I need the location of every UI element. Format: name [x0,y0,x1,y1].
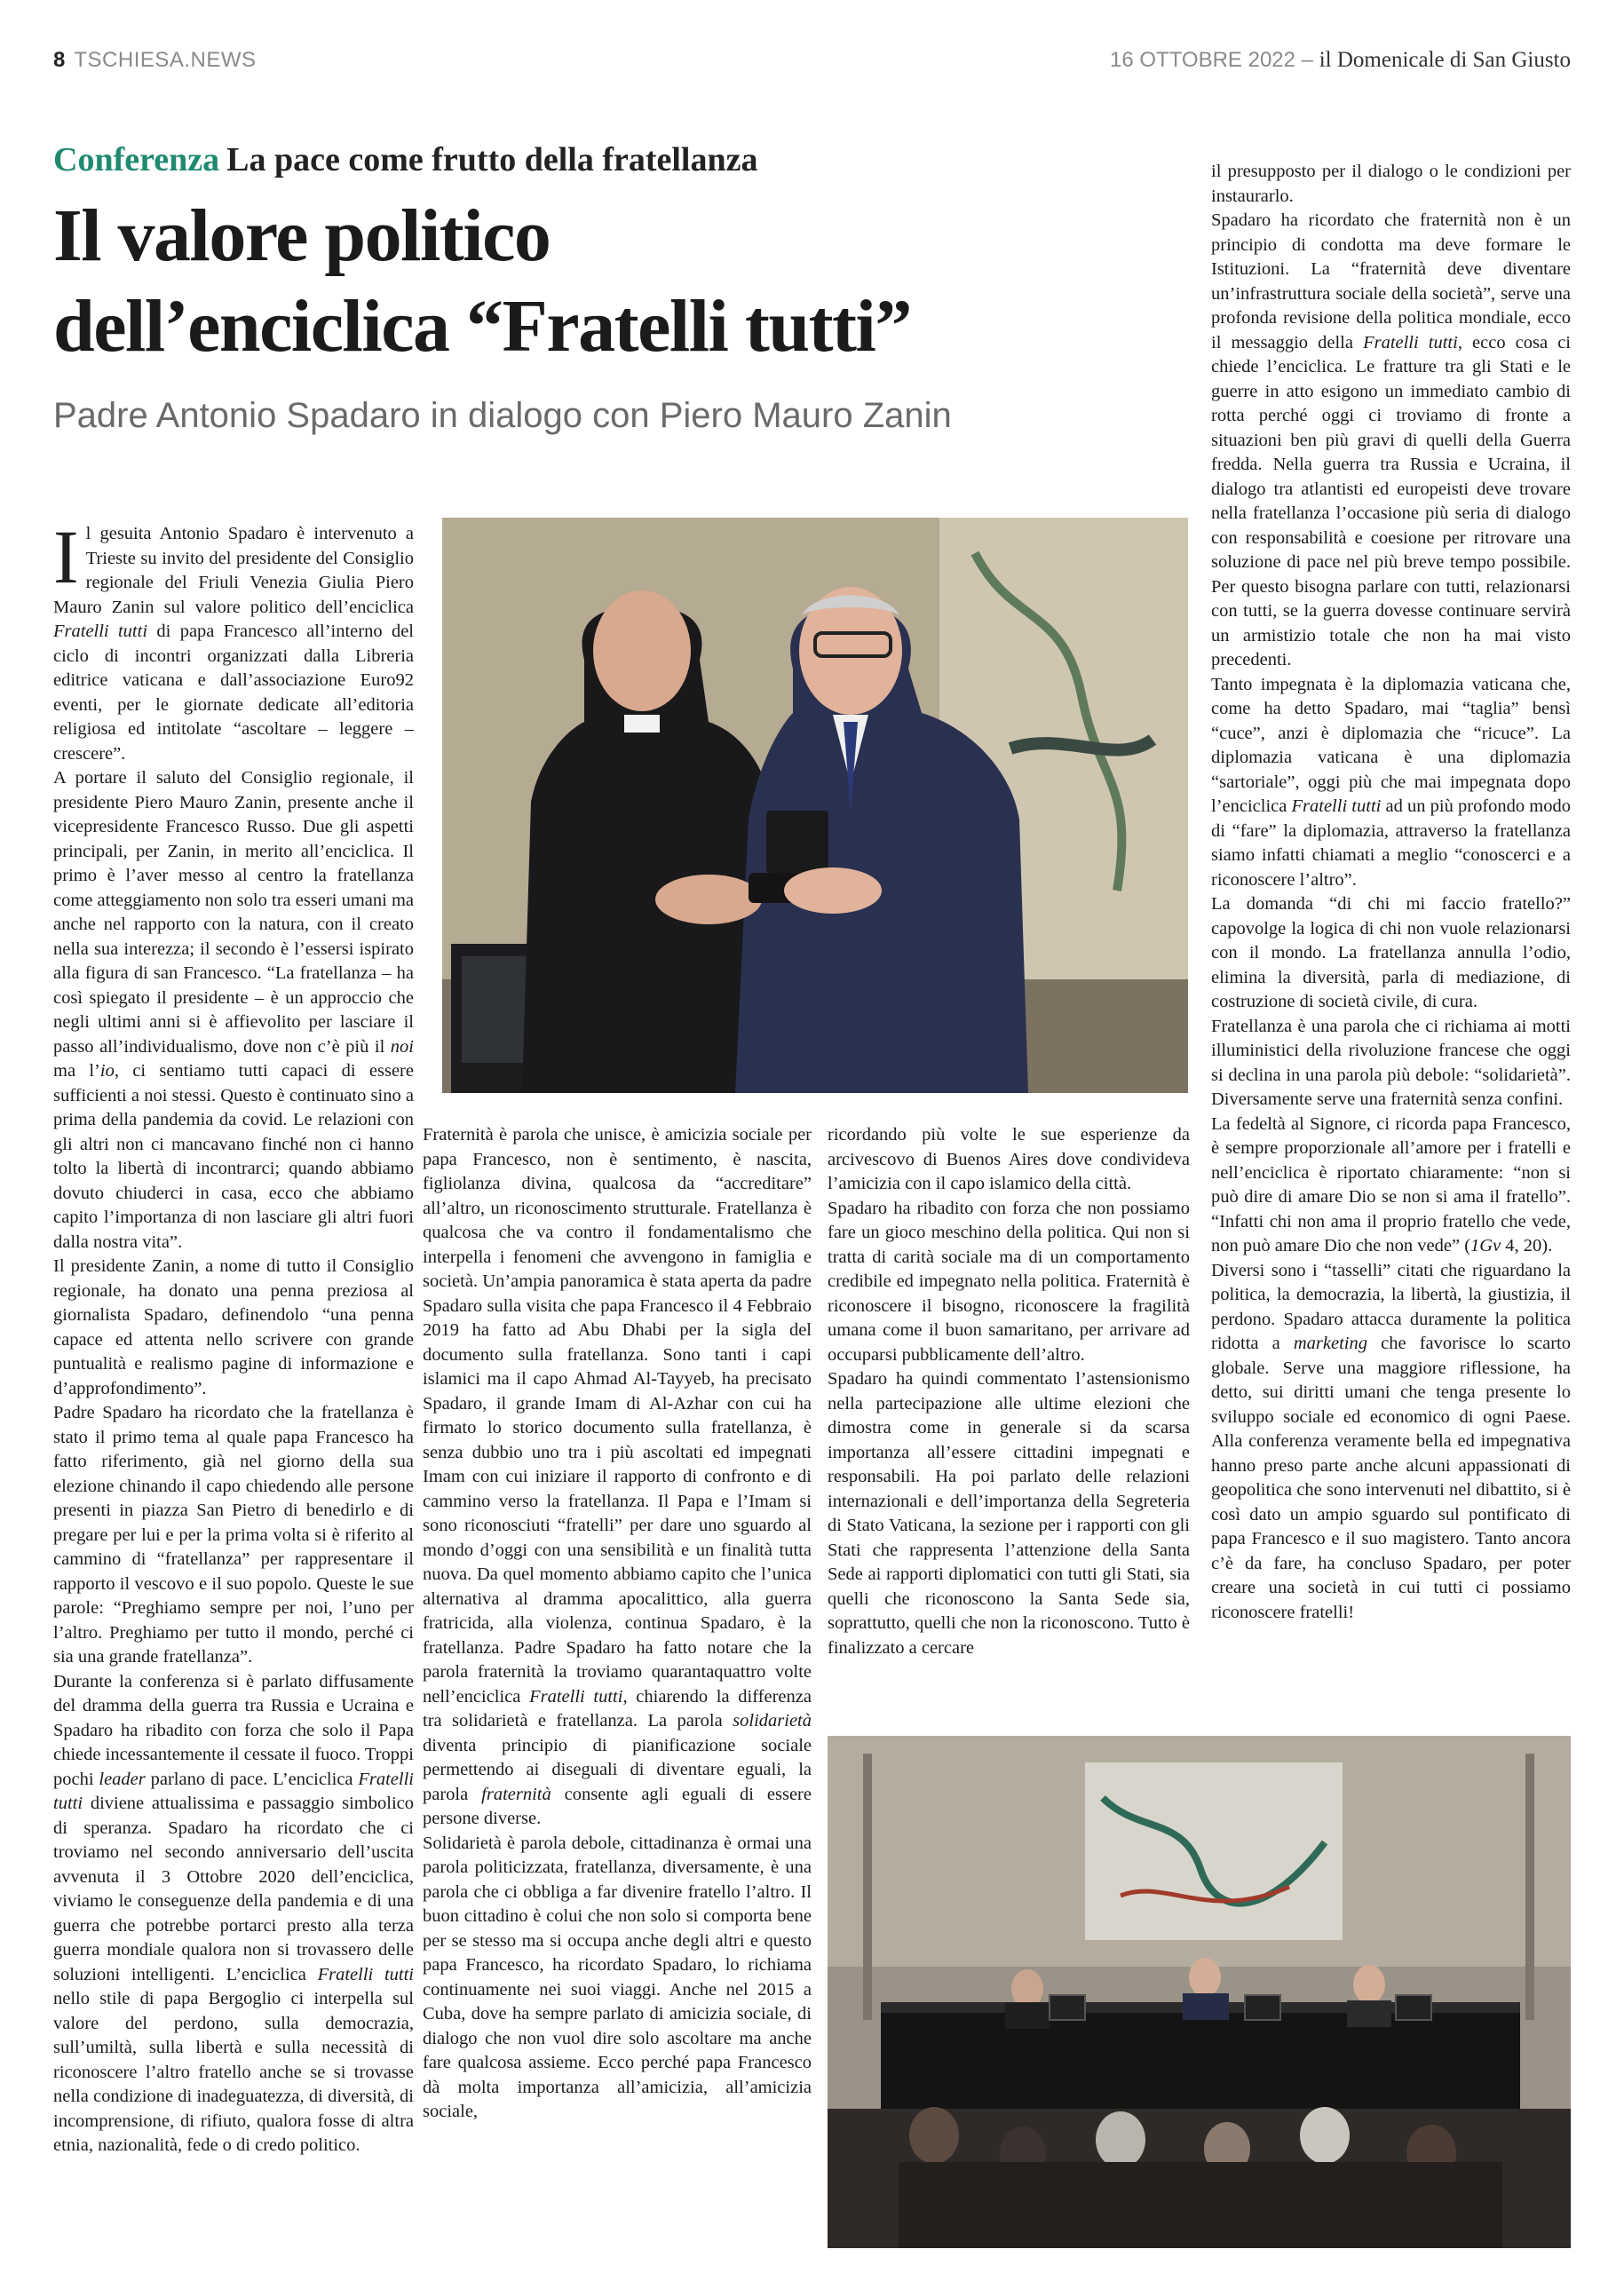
italic-run: leader [99,1769,146,1789]
photo-conference-illustration [828,1736,1571,2248]
italic-run: noi [390,1036,414,1057]
kicker-text: La pace come frutto della fratellanza [226,141,758,178]
text-column-2 [423,1123,812,2242]
photo-conference-room [828,1736,1571,2248]
article-title [53,191,1190,372]
text-run: 4, 20). [1501,1236,1553,1255]
text-run: nello stile di papa Bergoglio ci interpella sul valore del perdono, sulla democrazia, sull’umiltà, sulla libertà e sulla necessità di riconoscere l’altro fratello anche se si trovasse nella condizione di inadeguatezza, di diversità, di incomprensione, di rifiuto, qualora fosse di altra etnia, nazionalità, fede o di credo politico. [53,1989,414,2155]
paragraph: Fratellanza è una parola che ci richiama ai motti illuministici della rivoluzione francese che oggi si declina in una parola più debole: “solidarietà”. Diversamente serve una fraternità senza confini. [1211,1016,1571,1109]
italic-run: io [99,1061,115,1081]
paragraph [1211,1259,1571,1626]
paragraph [53,766,414,1255]
italic-run: Fratelli tutti [1291,796,1382,816]
text-run: parlano di pace. L’enciclica [145,1769,359,1789]
text-run: Spadaro ha ricordato che fraternità non è un principio di condotta ma deve formare le Istituzioni. La “fraternità deve diventare un’infrastruttura sociale della società”, serve una profonda revisione della politica mondiale, ecco il messaggio della [1211,210,1571,352]
text-run: , chiarendo la differenza tra solidarietà e fratellanza. La parola [423,1686,812,1730]
page-number: 8 [53,48,66,72]
text-run: di papa Francesco all’interno del ciclo di incontri organizzati dalla Libreria editrice vaticana e dall’associazione Euro92 eventi, per le giornate dedicate all’editoria religiosa ed intitolate “ascoltare – leggere – crescere”. [53,622,414,764]
paragraph: Padre Spadaro ha ricordato che la fratellanza è stato il primo tema al quale papa Francesco ha fatto riferimento, già nel giorno della sua elezione chinando il capo chiedendo alle persone presenti in piazza San Pietro di benedirlo e di pregare per lui e per la prima volta si è riferito al cammino di “fratellanza” per rappresentare il rapporto il vescovo e il suo popolo. Queste le sue parole: “Preghiamo sempre per noi, l’uno per l’altro. Preghiamo per tutto il mondo, perché ci sia una grande fratellanza”. [53,1403,414,1667]
text-run: che favorisce lo scarto globale. Serve una maggiore riflessione, ha detto, sui diritti umani che tenga presente lo sviluppo sociale ed economico di ogni Paese. Alla conferenza veramente bella ed impegnativa hanno preso parte anche alcuni appassionati di geopolitica che sono intervenuti nel dibattito, si è così dato un ampio sguardo sul pontificato di papa Francesco e il suo magistero. Tanto ancora c’è da fare, ha concluso Spadaro, per poter creare una società in cui tutti ci possiamo riconoscere fratelli! [1211,1334,1571,1622]
text-column-3 [828,1123,1190,1687]
text-run: ma l’ [53,1061,100,1081]
title-line-2: dell’enciclica “Fratelli tutti” [53,285,911,368]
italic-run: Fratelli tutti [1363,332,1458,352]
paragraph: La domanda “di chi mi faccio fratello?” capovolge la logica di chi non vuole relazionarsi con il mondo. La fratellanza annulla l’odio, elimina la diversità, parla di mediazione, di costruzione di società civile, di cura. [1211,894,1571,1011]
italic-run: marketing [1293,1334,1367,1353]
paragraph [423,1123,812,1832]
newspaper-name: il Domenicale di San Giusto [1319,48,1571,72]
text-run: diventa principio di pianificazione sociale permettendo ai diseguali di diventare eguali, la parola [423,1735,812,1804]
text-run: , ecco cosa ci chiede l’enciclica. Le fratture tra gli Stati e le guerre in atto esigono un immediato cambio di rotta perché oggi ci troviamo di fronte a situazioni ben più gravi di quelli della Guerra fredda. Nella guerra tra Russia e Ucraina, il dialogo tra atlantisti ed europeisti deve trovare nella fratellanza l’occasione più seria di dialogo con responsabilità e coesione per ritrovare una soluzione di pace nel più breve tempo possibile. Per questo bisogna parlare con tutti, relazionarsi con tutti, se la guerra dovesse continuare servirà un armistizio totale che non ha mai visto precedenti. [1211,332,1571,669]
text-run: , ci sentiamo tutti capaci di essere sufficienti a noi stessi. Questo è continuato sino a prima della pandemia da covid. Le relazioni con gli altri non ci mancavano finché non ci hanno tolto la libertà di incontrarci; quando abbiamo dovuto chiuderci in casa, ecco che abbiamo capito l’importanza di non lasciare gli altri fuori dalla nostra vita”. [53,1061,414,1252]
text-run: Diversi sono i “tasselli” citati che riguardano la politica, la democrazia, la libertà, la giustizia, il perdono. Spadaro attacca duramente la politica ridotta a [1211,1260,1571,1353]
italic-run: Fratelli tutti [317,1964,414,1984]
drop-cap: I [53,522,79,599]
text-run: ad un più profondo modo di “fare” la diplomazia, attraverso la fratellanza siamo infatti chiamati a meglio “conoscerci e a riconoscere l’altro”. [1211,796,1571,890]
section-name: TSCHIESA.NEWS [74,48,257,72]
text-run: Durante la conferenza si è parlato diffusamente del dramma della guerra tra Russia e Ucraina e Spadaro ha ribadito con forza che solo il Papa chiede incessantemente il cessate il fuoco. Troppi pochi [53,1671,414,1789]
text-run: consente agli eguali di essere persone diverse. [423,1784,812,1828]
italic-run: fraternità [481,1784,551,1804]
text-run: diviene attualissima e passaggio simbolico di speranza. Spadaro ha ricordato che ci troviamo nel secondo anniversario dell’uscita avvenuta il 3 Ottobre 2020 dell’enciclica, viviamo le conseguenze della pandemia e di una guerra che potrebbe portarci presto alla terza guerra mondiale qualora non si trovassero delle soluzioni intelligenti. L’enciclica [53,1794,414,1984]
photo-handshake-illustration [442,518,1188,1093]
text-run: A portare il saluto del Consiglio regionale, il presidente Piero Mauro Zanin, presente anche il vicepresidente Francesco Russo. Due gli aspetti principali, per Zanin, in merito all’enciclica. Il primo è l’aver messo al centro la fratellanza come atteggiamento non solo tra esseri umani ma anche nel rapporto con la natura, con il creato nella sua interezza; il secondo è l’essersi ispirato alla figura di san Francesco. “La fratellanza – ha così spiegato il presidente – è un approccio che negli ultimi anni si è affievolito per lasciare il passo all’individualismo, dove non c’è più il [53,768,414,1057]
issue-date: 16 OTTOBRE 2022 [1110,48,1295,72]
italic-run: Fratelli tutti [529,1686,623,1707]
text-column-4 [1211,160,1571,1696]
paragraph: Solidarietà è parola debole, cittadinanza è ormai una parola politicizzata, fratellanza, diversamente, è una parola che ci obbliga a far divenire fratello l’altro. Il buon cittadino è colui che non solo si comporta bene per se stesso ma si occupa anche degli altri e questo papa Francesco, ha ricordato Spadaro, lo richiama continuamente nei suoi viaggi. Anche nel 2015 a Cuba, dove ha sempre parlato di amicizia sociale, di dialogo che non vuol dire solo ascoltare ma anche fare qualcosa assieme. Ecco perché papa Francesco dà molta importanza all’amicizia, all’amicizia sociale, [423,1833,812,2121]
paragraph [1211,1113,1571,1259]
article-subtitle: Padre Antonio Spadaro in dialogo con Piero Mauro Zanin [53,396,952,435]
italic-run: Fratelli tutti [53,622,148,641]
italic-run: Fratelli tutti [53,1769,414,1813]
text-column-1 [53,522,414,2236]
paragraph [1211,673,1571,893]
paragraph: Spadaro ha quindi commentato l’astensionismo nella partecipazione alle ultime elezioni che dimostra come in generale si da scarsa importanza all’essere cittadini impegnati e responsabili. Ha poi parlato delle relazioni internazionali e dell’importanza della Segreteria di Stato Vaticana, la sezione per i rapporti con gli Stati che rappresenta l’attenzione della Santa Sede ai rapporti diplomatici con tutti gli Stati, sia quelli che riconoscono la Santa Sede sia, soprattutto, quelli che non la riconoscono. Tutto è finalizzato a cercare [828,1369,1190,1658]
paragraph [1211,209,1571,673]
header-right [1110,48,1571,73]
paragraph: Spadaro ha ribadito con forza che non possiamo fare un gioco meschino della politica. Qui non si tratta di carità sociale ma di un comportamento credibile ed impegnato nella politica. Fraternità è riconoscere il bisogno, riconoscere la fragilità umana come il buon samaritano, per arrivare ad occuparsi pubblicamente dell’altro. [828,1198,1190,1365]
text-run: l gesuita Antonio Spadaro è intervenuto a Trieste su invito del presidente del Consiglio regionale del Friuli Venezia Giulia Piero Mauro Zanin sul valore politico dell’enciclica [53,524,414,617]
photo-handshake [442,518,1188,1093]
article-kicker [53,140,758,179]
paragraph: il presupposto per il dialogo o le condizioni per instaurarlo. [1211,162,1571,206]
paragraph [53,1670,414,2158]
paragraph: Il presidente Zanin, a nome di tutto il Consiglio regionale, ha donato una penna preziosa al giornalista Spadaro, definendolo “una penna capace ed attenta nello scrivere con grande puntualità e realismo pagine di informazione e d’approfondimento”. [53,1256,414,1398]
kicker-label: Conferenza [53,141,220,178]
text-run: Fraternità è parola che unisce, è amicizia sociale per papa Francesco, non è sentimento, è nascita, figliolanza divina, qualcosa da “accreditare” all’altro, un riconoscimento strutturale. Fratellanza è qualcosa che va contro il fondamentalismo che interpella i fenomeni che avvengono in famiglia e società. Un’ampia panoramica è stata aperta da padre Spadaro sulla visita che papa Francesco il 4 Febbraio 2019 ha fatto ad Abu Dhabi per la sigla del documento sulla fratellanza. Sono tanti i capi islamici ma il capo Ahmad Al-Tayyeb, ha precisato Spadaro, il grande Imam di Al-Azhar con cui ha firmato lo storico documento sulla fratellanza, è senza dubbio uno tra i più ascoltati ed impegnati Imam con cui iniziare il rapporto di confronto e di cammino verso la fratellanza. Il Papa e l’Imam si sono riconosciuti “fratelli” per dare uno sguardo al mondo d’oggi con una sensibilità e un finalità tutta nuova. Da quel momento abbiamo capito che l’unica alternativa al dramma apocalittico, alla guerra fratricida, alla violenza, continua Spadaro, è la fratellanza. Padre Spadaro ha fatto notare che la parola fraternità la troviamo quarantaquattro volte nell’enciclica [423,1125,812,1707]
text-run: La fedeltà al Signore, ci ricorda papa Francesco, è sempre proporzionale all’amore per i fratelli e nell’enciclica è riportato chiaramente: “non si può dire di amare Dio se non si ama il fratello”. “Infatti chi non ama il proprio fratello che vede, non può amare Dio che non vede” ( [1211,1113,1571,1255]
italic-run: solidarietà [733,1711,812,1730]
title-line-1: Il valore politico [53,194,551,277]
page-header [53,48,1571,78]
paragraph: ricordando più volte le sue esperienze da arcivescovo di Buenos Aires dove condivideva l’amicizia con il capo islamico della città. [828,1125,1190,1193]
italic-run: 1Gv [1470,1236,1501,1255]
text-run: Tanto impegnata è la diplomazia vaticana che, come ha detto Spadaro, mai “taglia” bensì “cuce”, anzi è diplomazia che “ricuce”. La diplomazia vaticana è una diplomazia “sartoriale”, oggi più che mai impegnata dopo l’enciclica [1211,674,1571,816]
header-separator: – [1301,48,1314,72]
paragraph [53,522,414,766]
